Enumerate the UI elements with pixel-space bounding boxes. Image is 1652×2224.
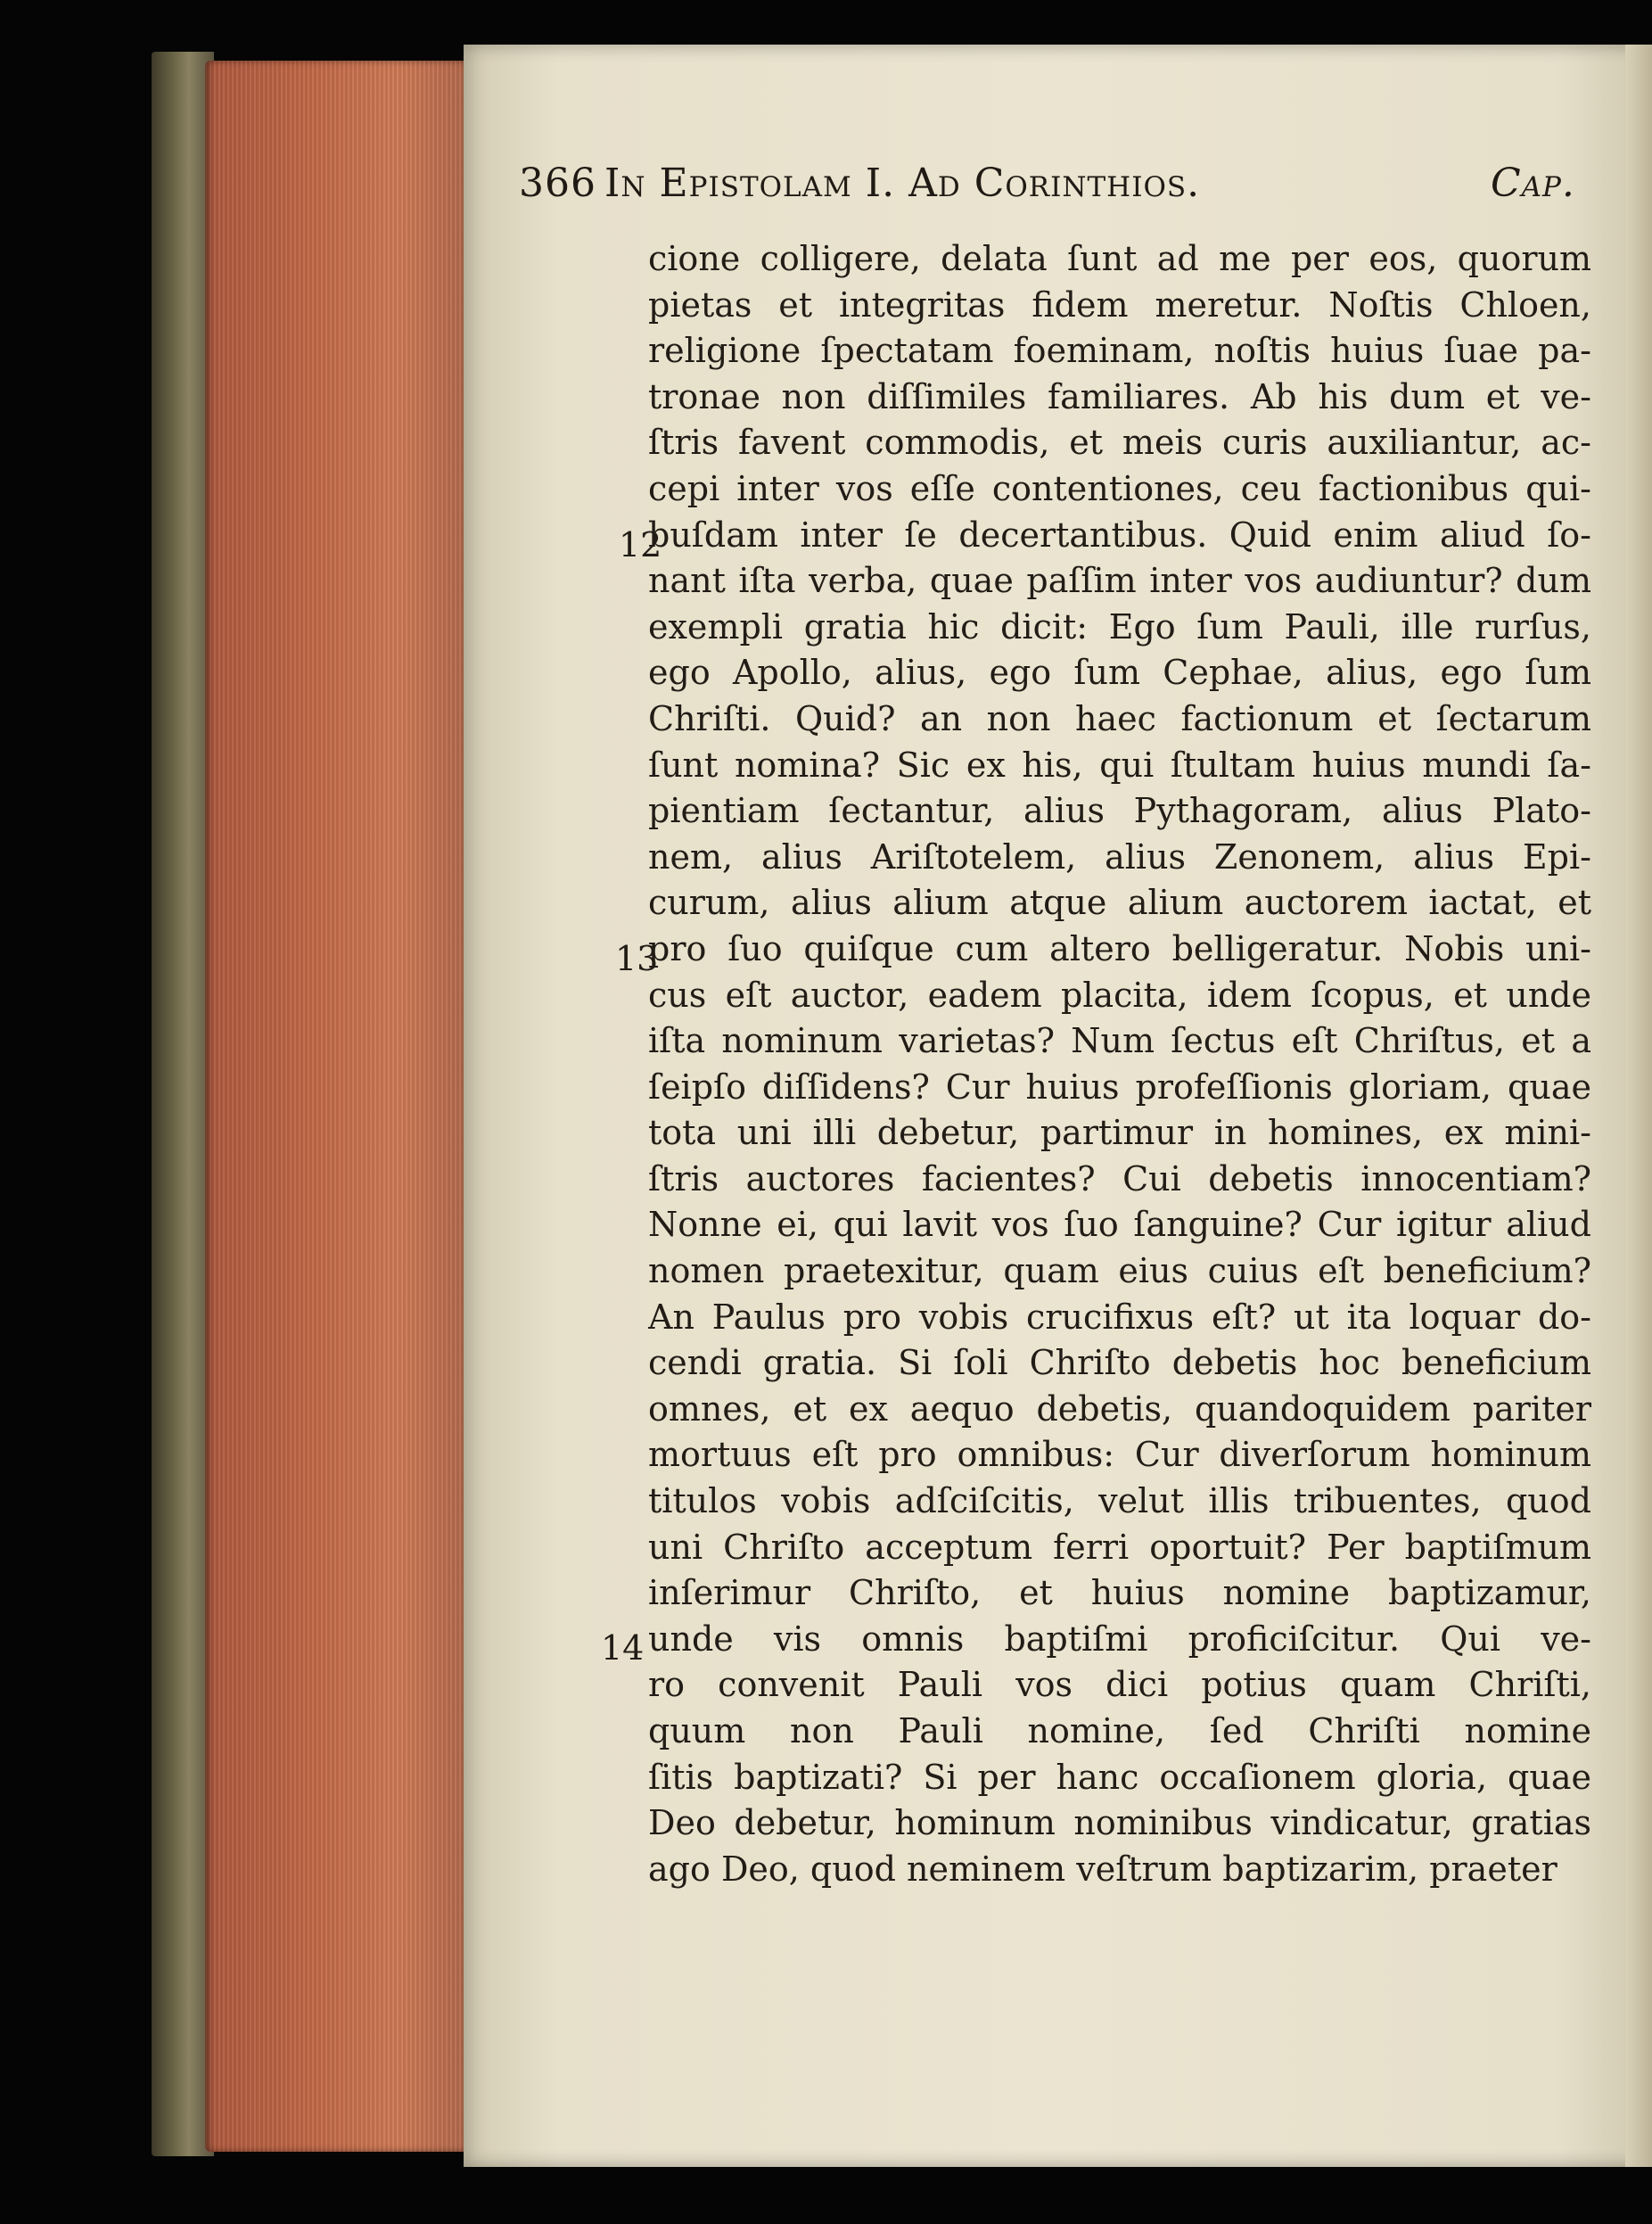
text-line: religione ſpectatam foeminam, noſtis huius ſuae pa- (648, 331, 1591, 371)
page-fore-edges (205, 61, 464, 2152)
text-line: ſeipſo diſſidens? Cur huius profeſſionis gloriam, quae (648, 1067, 1591, 1107)
text-line: iſta nominum varietas? Num ſectus eſt Chriſtus, et a (648, 1021, 1591, 1061)
verse-number-14: 14 (601, 1628, 645, 1668)
text-line: nem, alius Ariſtotelem, alius Zenonem, alius Epi- (648, 836, 1591, 877)
text-line: mortuus eſt pro omnibus: Cur diverſorum hominum (648, 1435, 1591, 1475)
text-line: ego Apollo, alius, ego ſum Cephae, alius, ego ſum (648, 653, 1591, 693)
chapter-marker: Cap. (1491, 161, 1575, 206)
text-line: titulos vobis adſciſcitis, velut illis tribuentes, quod (648, 1481, 1591, 1521)
text-line: uni Chriſto acceptum ferri oportuit? Per baptiſmum (648, 1527, 1591, 1567)
page-gutter-edge (1625, 45, 1652, 2167)
text-line: tronae non diſſimiles familiares. Ab his dum et ve- (648, 376, 1591, 416)
text-line: cione colligere, delata ſunt ad me per eos, quorum (648, 239, 1591, 278)
text-line: unde vis omnis baptiſmi proficiſcitur. Qui ve- (648, 1619, 1591, 1659)
running-head-title: In Epistolam I. Ad Corinthios. (604, 161, 1201, 206)
text-line: ago Deo, quod neminem veſtrum baptizarim, praeter (648, 1849, 1557, 1889)
text-line: ſunt nomina? Sic ex his, qui ſtultam huius mundi ſa- (648, 745, 1591, 785)
text-line: Nonne ei, qui lavit vos ſuo ſanguine? Cur igitur aliud (648, 1205, 1591, 1245)
text-line: curum, alius alium atque alium auctorem iactat, et (648, 883, 1591, 923)
text-line: inſerimur Chriſto, et huius nomine baptizamur, (648, 1573, 1591, 1613)
text-line: nant iſta verba, quae paſſim inter vos audiuntur? dum (648, 561, 1591, 601)
text-line: cus eſt auctor, eadem placita, idem ſcopus, et unde (648, 975, 1591, 1015)
text-line: Chriſti. Quid? an non haec factionum et ſectarum (648, 698, 1591, 738)
running-head (519, 161, 1575, 214)
text-line: omnes, et ex aequo debetis, quandoquidem pariter (648, 1388, 1591, 1429)
text-line: ſtris favent commodis, et meis curis auxiliantur, ac- (648, 423, 1591, 463)
text-line: exempli gratia hic dicit: Ego ſum Pauli, ille rurſus, (648, 606, 1591, 647)
verse-number-13: 13 (615, 939, 659, 978)
text-line: buſdam inter ſe decertantibus. Quid enim aliud ſo- (648, 515, 1591, 555)
text-line: Deo debetur, hominum nominibus vindicatur, gratias (648, 1803, 1591, 1843)
text-line: pietas et integritas fidem meretur. Noſtis Chloen, (648, 284, 1591, 325)
page-number: 366 (519, 161, 596, 206)
text-line: tota uni illi debetur, partimur in homines, ex mini- (648, 1113, 1591, 1153)
text-line: An Paulus pro vobis crucifixus eſt? ut ita loquar do- (648, 1297, 1591, 1337)
text-line: cendi gratia. Si ſoli Chriſto debetis hoc beneficium (648, 1343, 1591, 1383)
text-line: pientiam ſectantur, alius Pythagoram, alius Plato- (648, 791, 1591, 831)
text-line: nomen praetexitur, quam eius cuius eſt beneficium? (648, 1251, 1591, 1291)
text-line: ſtris auctores facientes? Cui debetis innocentiam? (648, 1158, 1591, 1198)
text-line: pro ſuo quiſque cum altero belligeratur. Nobis uni- (648, 928, 1591, 968)
text-line: ro convenit Pauli vos dici potius quam Chriſti, (648, 1665, 1591, 1705)
body-text (648, 236, 1591, 1892)
text-line: cepi inter vos eſſe contentiones, ceu factionibus qui- (648, 468, 1591, 508)
text-line: ſitis baptizati? Si per hanc occaſionem gloria, quae (648, 1757, 1591, 1797)
text-line: quum non Pauli nomine, ſed Chriſti nomine (648, 1711, 1591, 1750)
verse-number-12: 12 (619, 525, 662, 564)
